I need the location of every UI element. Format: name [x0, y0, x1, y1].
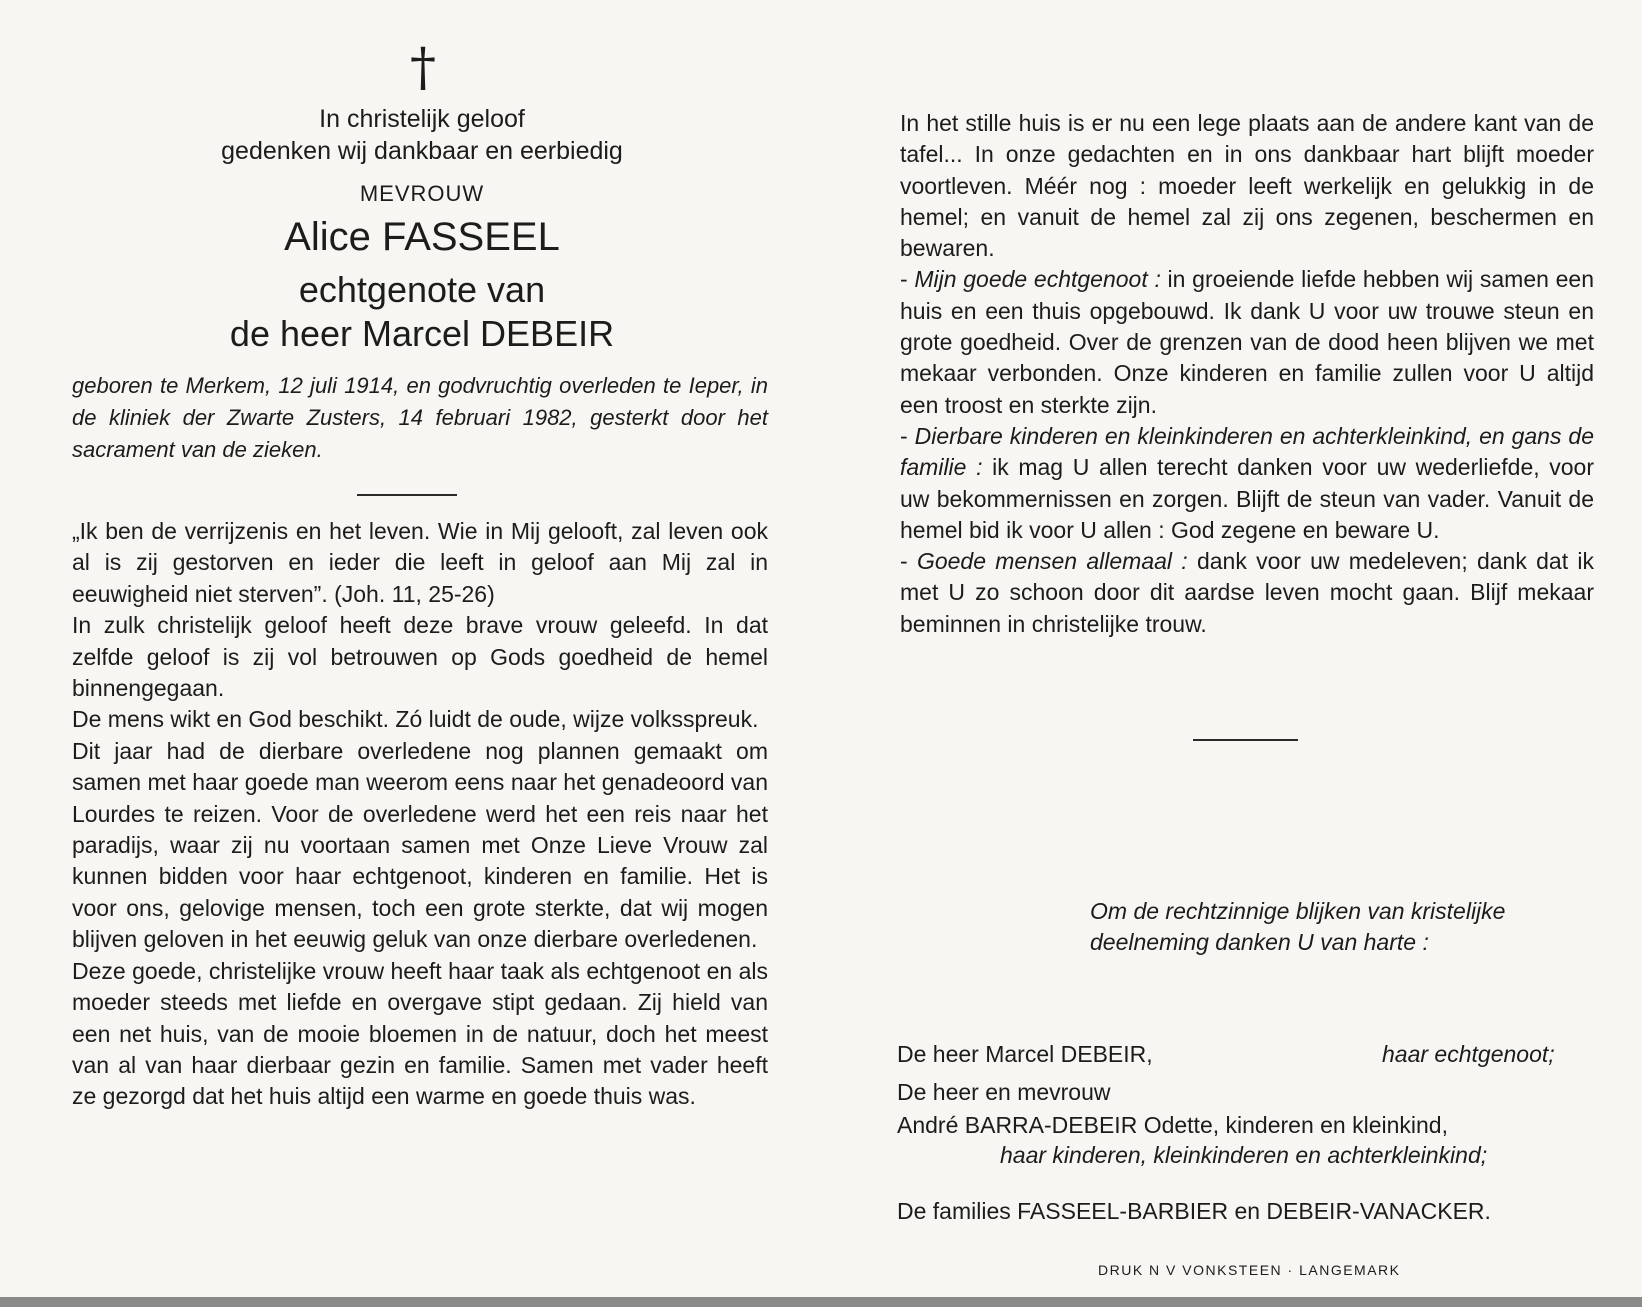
- thanks-line-1: Om de rechtzinnige blijken van kristelijke: [1090, 898, 1506, 924]
- paragraph-quote: „Ik ben de verrijzenis en het leven. Wie in Mij gelooft, zal leven ook al is zij gestorven en ieder die leeft in geloof aan Mij zal in eeuwigheid niet sterven”. (Joh. 11, 25-26): [72, 518, 768, 607]
- paragraph-faith: In zulk christelijk geloof heeft deze brave vrouw geleefd. In dat zelfde geloof is zij vol betrouwen op Gods goedheid de hemel binnengegaan.: [72, 612, 768, 702]
- paragraph-proverb: De mens wikt en God beschikt. Zó luidt de oude, wijze volksspreuk.: [72, 706, 759, 733]
- paragraph-children: [900, 421, 1594, 546]
- lead-husband: Mijn goede echtgenoot :: [914, 266, 1161, 293]
- thanks-text: [1090, 896, 1590, 958]
- dash: -: [900, 266, 915, 293]
- dash: -: [900, 548, 917, 575]
- intro-text: [72, 103, 772, 167]
- signature-children-line-2: André BARRA-DEBEIR Odette, kinderen en kleinkind,: [897, 1112, 1448, 1138]
- divider-left: [357, 494, 457, 496]
- intro-line-1: In christelijk geloof: [319, 105, 525, 133]
- divider-right: [1193, 739, 1298, 741]
- paragraph-husband: [900, 264, 1594, 420]
- text-children: ik mag U allen terecht danken voor uw wederliefde, voor uw bekommernissen en zorgen. Blijft de steun van vader. Vanuit de hemel bid ik voor U allen : God zegene en beware U.: [900, 454, 1594, 543]
- birth-death-text: geboren te Merkem, 12 juli 1914, en godvruchtig overleden te Ieper, in de kliniek der Zwarte Zusters, 14 februari 1982, gesterkt door het sacrament van de zieken.: [72, 373, 768, 462]
- spouse-line-2: de heer Marcel DEBEIR: [229, 313, 615, 354]
- signature-families: De families FASSEEL-BARBIER en DEBEIR-VANACKER.: [897, 1198, 1491, 1224]
- printer-credit: DRUK N V VONKSTEEN · LANGEMARK: [1098, 1262, 1401, 1278]
- text-husband: in groeiende liefde hebben wij samen een huis en een thuis opgebouwd. Ik dank U voor uw trouwe steun en grote goedheid. Over de grenzen van de dood heen blijven we met mekaar verbonden. Onze kinderen en familie zullen voor U altijd een troost en sterkte zijn.: [900, 266, 1594, 418]
- cross-icon: †: [410, 38, 436, 98]
- spouse-line-1: echtgenote van: [298, 269, 546, 310]
- signature-children-role: haar kinderen, kleinkinderen en achterkleinkind;: [1000, 1142, 1488, 1168]
- lead-children: Dierbare kinderen en kleinkinderen en achterkleinkind, en gans de familie :: [900, 422, 1594, 481]
- signature-husband-role: haar echtgenoot;: [1382, 1041, 1555, 1067]
- intro-line-2: gedenken wij dankbaar en eerbiedig: [221, 137, 623, 165]
- paragraph-mother: Deze goede, christelijke vrouw heeft haar taak als echtgenoot en als moeder steeds met liefde en overgave stipt gedaan. Zij hield van een net huis, van de mooie bloemen in de natuur, doch het meest van al van haar dierbaar gezin en familie. Samen met vader heeft ze gezorgd dat het huis altijd een warme en goede thuis was.: [72, 957, 768, 1110]
- text-people: dank voor uw medeleven; dank dat ik met U zo schoon door dit aardse leven mocht gaan. Blijf mekaar beminnen in christelijke trouw.: [900, 548, 1594, 637]
- paragraph-lourdes: Dit jaar had de dierbare overledene nog plannen gemaakt om samen met haar goede man weerom eens naar het genadeoord van Lourdes te reizen. Voor de overledene werd het een reis naar het paradijs, waar zij nu voortaan samen met Onze Lieve Vrouw zal kunnen bidden voor haar echtgenoot, kinderen en familie. Het is voor ons, gelovige mensen, toch een grote sterkte, dat wij mogen blijven geloven in het eeuwig geluk van onze dierbare overledenen.: [72, 737, 768, 953]
- spouse-text: [72, 268, 772, 356]
- lead-people: Goede mensen allemaal :: [916, 548, 1188, 575]
- paragraph-people: [900, 546, 1594, 640]
- dash: -: [900, 422, 915, 449]
- paragraph-empty-place: In het stille huis is er nu een lege plaats aan de andere kant van de tafel... In onze gedachten en in ons dankbaar hart blijft moeder voortleven. Méér nog : moeder leeft werkelijk en gelukkig in de hemel; en vanuit de hemel zal zij ons zegenen, beschermen en bewaren.: [900, 110, 1594, 262]
- scan-bottom-edge: [0, 1297, 1642, 1307]
- thanks-line-2: deelneming danken U van harte :: [1090, 929, 1429, 955]
- title-mevrouw: MEVROUW: [359, 181, 485, 206]
- signature-husband: De heer Marcel DEBEIR,: [897, 1041, 1153, 1067]
- right-body-text: [900, 108, 1594, 640]
- left-body-text: [72, 516, 768, 1113]
- signature-children-line-1: De heer en mevrouw: [897, 1079, 1111, 1105]
- deceased-name: Alice FASSEEL: [284, 215, 560, 259]
